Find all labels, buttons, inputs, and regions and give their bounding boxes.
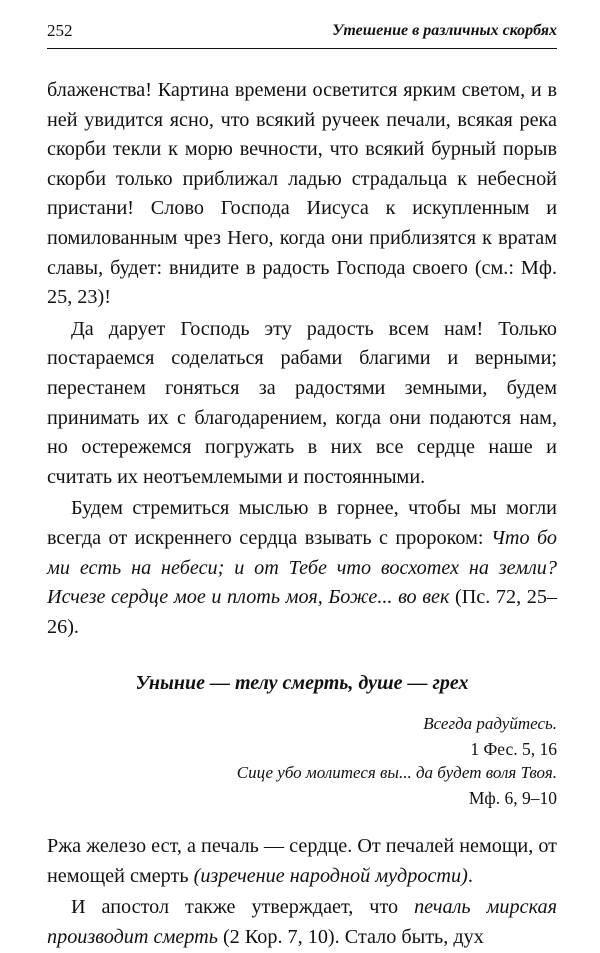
psalm-quote: Что бо ми есть на небеси; и от Тебе что восхотех на земли? Исчезе сердце мое и плоть моя, Боже... во век [47, 526, 557, 609]
main-text [47, 76, 557, 642]
paragraph: И апостол также утверждает, что печаль мирская производит смерть (2 Кор. 7, 10). Стало быть, дух [47, 896, 557, 949]
paragraph: Ржа железо ест, а печаль — сердце. От печалей немощи, от немощей смерть (изречение народной мудрости). [47, 835, 557, 887]
section-text [47, 832, 557, 952]
apostle-quote: печаль мирская производит смерть [47, 896, 557, 949]
proverb-note: (изречение народной мудрости) [193, 864, 468, 887]
paragraph: Да дарует Господь эту радость всем нам! Только постараемся соделаться рабами благими и верными; перестанем гоняться за радостями земными, будем принимать их с благодарением, когда они подаются нам, но остережемся погружать в них все сердце наше и считать их неотъемлемыми и постоянными. [47, 317, 557, 488]
epigraph-source: 1 Фес. 5, 16 [470, 738, 557, 759]
epigraph-source: Мф. 6, 9–10 [468, 787, 557, 808]
paragraph-with-quote: Будем стремиться мыслью в горнее, чтобы мы могли всегда от искреннего сердца взывать с пророком: Что бо ми есть на небеси; и от Тебе что восхотех на земли? Исчезе сердце мое и плоть моя, Боже... во век (Пс. 72, 25–26). [47, 497, 558, 638]
book-page [47, 14, 558, 949]
running-title: Утешение в различных скорбях [332, 22, 557, 39]
section-title: Уныние — телу смерть, душе — грех [135, 672, 469, 695]
header-rule [47, 48, 557, 49]
epigraph-block [47, 712, 557, 810]
page-header [47, 14, 557, 48]
epigraph-quote: Всегда радуйтесь. [423, 714, 557, 734]
epigraph-quote: Сице убо молитеся вы... да будет воля Твоя. [236, 763, 557, 783]
page-number: 252 [47, 21, 73, 40]
paragraph-continuation: блаженства! Картина времени осветится ярким светом, и в ней увидится ясно, что всякий ручеек печали, всякая река скорби текли к морю вечности, что всякий бурный порыв скорби только приближал ладью страдальца к небесной пристани! Слово Господа Иисуса к искупленным и помилованным чрез Него, когда они приблизятся к вратам славы, будет: внидите в радость Господа своего (см.: Мф. 25, 23)! [47, 79, 557, 309]
